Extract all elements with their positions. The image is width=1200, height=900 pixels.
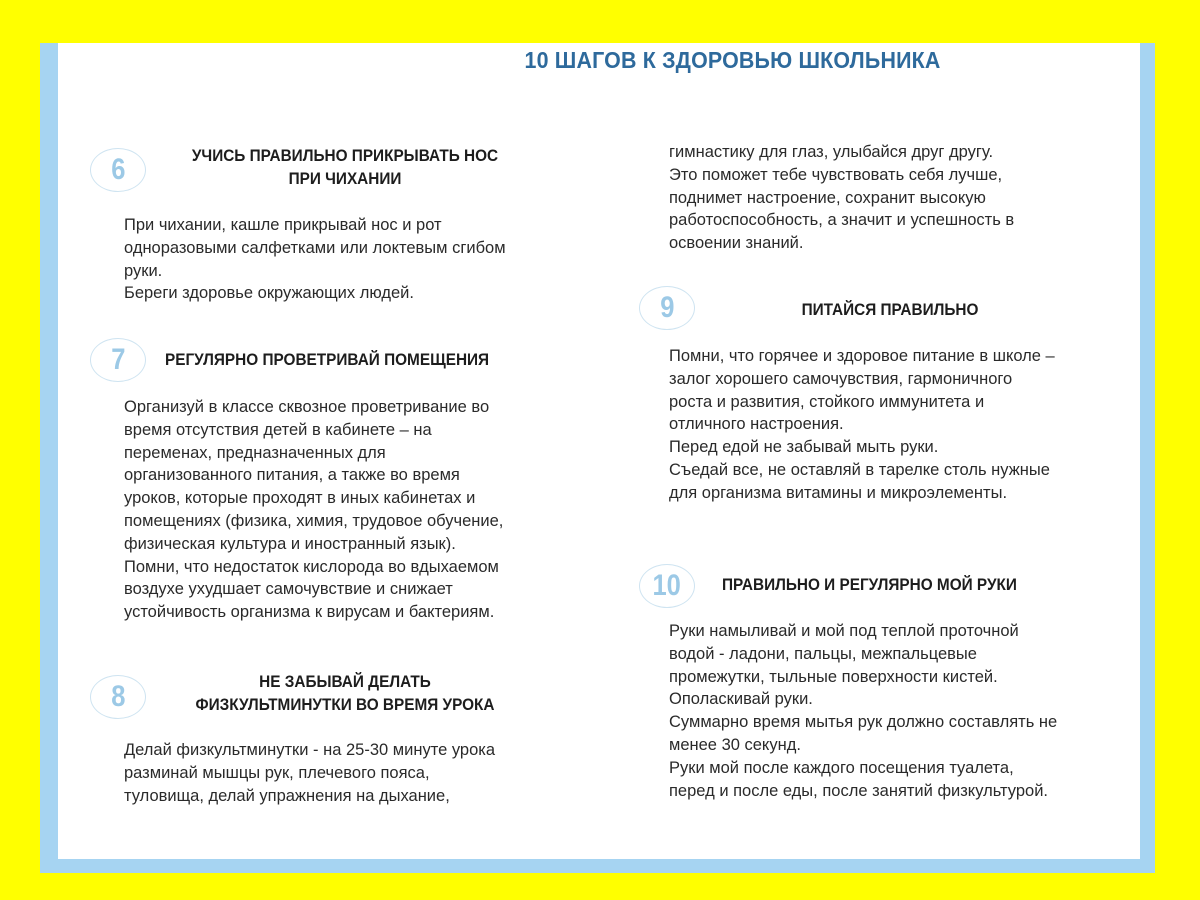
step-body	[669, 620, 1057, 802]
step-heading	[173, 145, 517, 191]
continued-text-line: освоении знаний.	[669, 234, 804, 253]
step-body-line: уроков, которые проходят в иных кабинетах и	[124, 489, 476, 508]
step-body	[124, 214, 506, 305]
step-body-line: Помни, что горячее и здоровое питание в школе –	[669, 347, 1055, 365]
step-body	[669, 345, 1055, 505]
step-body-line: менее 30 секунд.	[669, 735, 801, 754]
continued-text-line: поднимет настроение, сохранит высокую	[669, 188, 986, 207]
step-body-line: Руки мой после каждого посещения туалета,	[669, 758, 1014, 777]
step-number: 6	[110, 153, 126, 186]
step-number: 7	[110, 343, 126, 376]
step-body	[124, 739, 495, 807]
step-body-line: Ополаскивай руки.	[669, 690, 813, 709]
step-body-line: разминай мышцы рук, плечевого пояса,	[124, 763, 430, 782]
step-body-line: физическая культура и иностранный язык).	[124, 534, 456, 553]
step-body-line: водой - ладони, пальцы, межпальцевые	[669, 644, 977, 663]
step-heading-line: РЕГУЛЯРНО ПРОВЕТРИВАЙ ПОМЕЩЕНИЯ	[165, 351, 490, 369]
step-heading	[723, 299, 1058, 322]
step-body-line: помещениях (физика, химия, трудовое обучение,	[124, 511, 504, 530]
step-heading	[173, 671, 517, 717]
step-heading-line: УЧИСЬ ПРАВИЛЬНО ПРИКРЫВАТЬ НОС	[191, 147, 499, 165]
step-number-badge	[90, 338, 146, 382]
step-body-line: туловища, делай упражнения на дыхание,	[124, 786, 450, 805]
step-heading-line: ПИТАЙСЯ ПРАВИЛЬНО	[801, 301, 979, 319]
continued-text-line: Это поможет тебе чувствовать себя лучше,	[669, 165, 1003, 184]
continued-text	[669, 141, 1014, 255]
step-heading-line: ФИЗКУЛЬТМИНУТКИ ВО ВРЕМЯ УРОКА	[195, 696, 495, 714]
continued-text-line: гимнастику для глаз, улыбайся друг другу.	[669, 143, 994, 161]
step-body-line: организованного питания, а также во время	[124, 466, 460, 485]
step-body-line: Организуй в классе сквозное проветривание во	[124, 398, 490, 416]
step-body-line: одноразовыми салфетками или локтевым сгибом	[124, 238, 506, 257]
step-body-line: время отсутствия детей в кабинете – на	[124, 420, 432, 439]
step-body-line: залог хорошего самочувствия, гармоничного	[669, 369, 1013, 388]
step-body-line: Перед едой не забывай мыть руки.	[669, 438, 939, 457]
step-heading-line: ПРАВИЛЬНО И РЕГУЛЯРНО МОЙ РУКИ	[722, 576, 1017, 594]
step-body-line: роста и развития, стойкого иммунитета и	[669, 392, 985, 411]
step-body-line: Суммарно время мытья рук должно составлять не	[669, 713, 1058, 732]
step-heading	[165, 349, 489, 372]
step-heading	[722, 574, 1017, 597]
step-number: 9	[659, 291, 675, 324]
continued-text-line: работоспособность, а значит и успешность в	[669, 211, 1015, 230]
step-body-line: Съедай все, не оставляй в тарелке столь нужные	[669, 460, 1050, 479]
step-number-badge	[90, 148, 146, 192]
step-number: 8	[110, 680, 126, 713]
step-body	[124, 396, 503, 624]
step-number: 10	[652, 569, 682, 602]
step-body-line: устойчивость организма к вирусам и бактериям.	[124, 603, 495, 622]
step-body-line: перед и после еды, после занятий физкультурой.	[669, 781, 1048, 800]
step-body-line: Руки намыливай и мой под теплой проточной	[669, 622, 1019, 640]
step-body-line: для организма витамины и микроэлементы.	[669, 483, 1008, 502]
step-body-line: воздухе ухудшает самочувствие и снижает	[124, 580, 453, 599]
step-body-line: Помни, что недостаток кислорода во вдыхаемом	[124, 557, 499, 576]
step-heading-line: НЕ ЗАБЫВАЙ ДЕЛАТЬ	[259, 673, 431, 691]
step-body-line: промежутки, тыльные поверхности кистей.	[669, 667, 998, 686]
step-body-line: При чихании, кашле прикрывай нос и рот	[124, 216, 442, 234]
step-number-badge	[639, 564, 695, 608]
step-number-badge	[90, 675, 146, 719]
step-body-line: руки.	[124, 261, 163, 280]
step-body-line: Береги здоровье окружающих людей.	[124, 284, 414, 303]
poster-title: 10 ШАГОВ К ЗДОРОВЬЮ ШКОЛЬНИКА	[524, 47, 941, 73]
step-number-badge	[639, 286, 695, 330]
step-body-line: переменах, предназначенных для	[124, 443, 386, 462]
step-body-line: отличного настроения.	[669, 415, 844, 434]
step-heading-line: ПРИ ЧИХАНИИ	[288, 170, 402, 188]
step-body-line: Делай физкультминутки - на 25-30 минуте урока	[124, 741, 496, 759]
